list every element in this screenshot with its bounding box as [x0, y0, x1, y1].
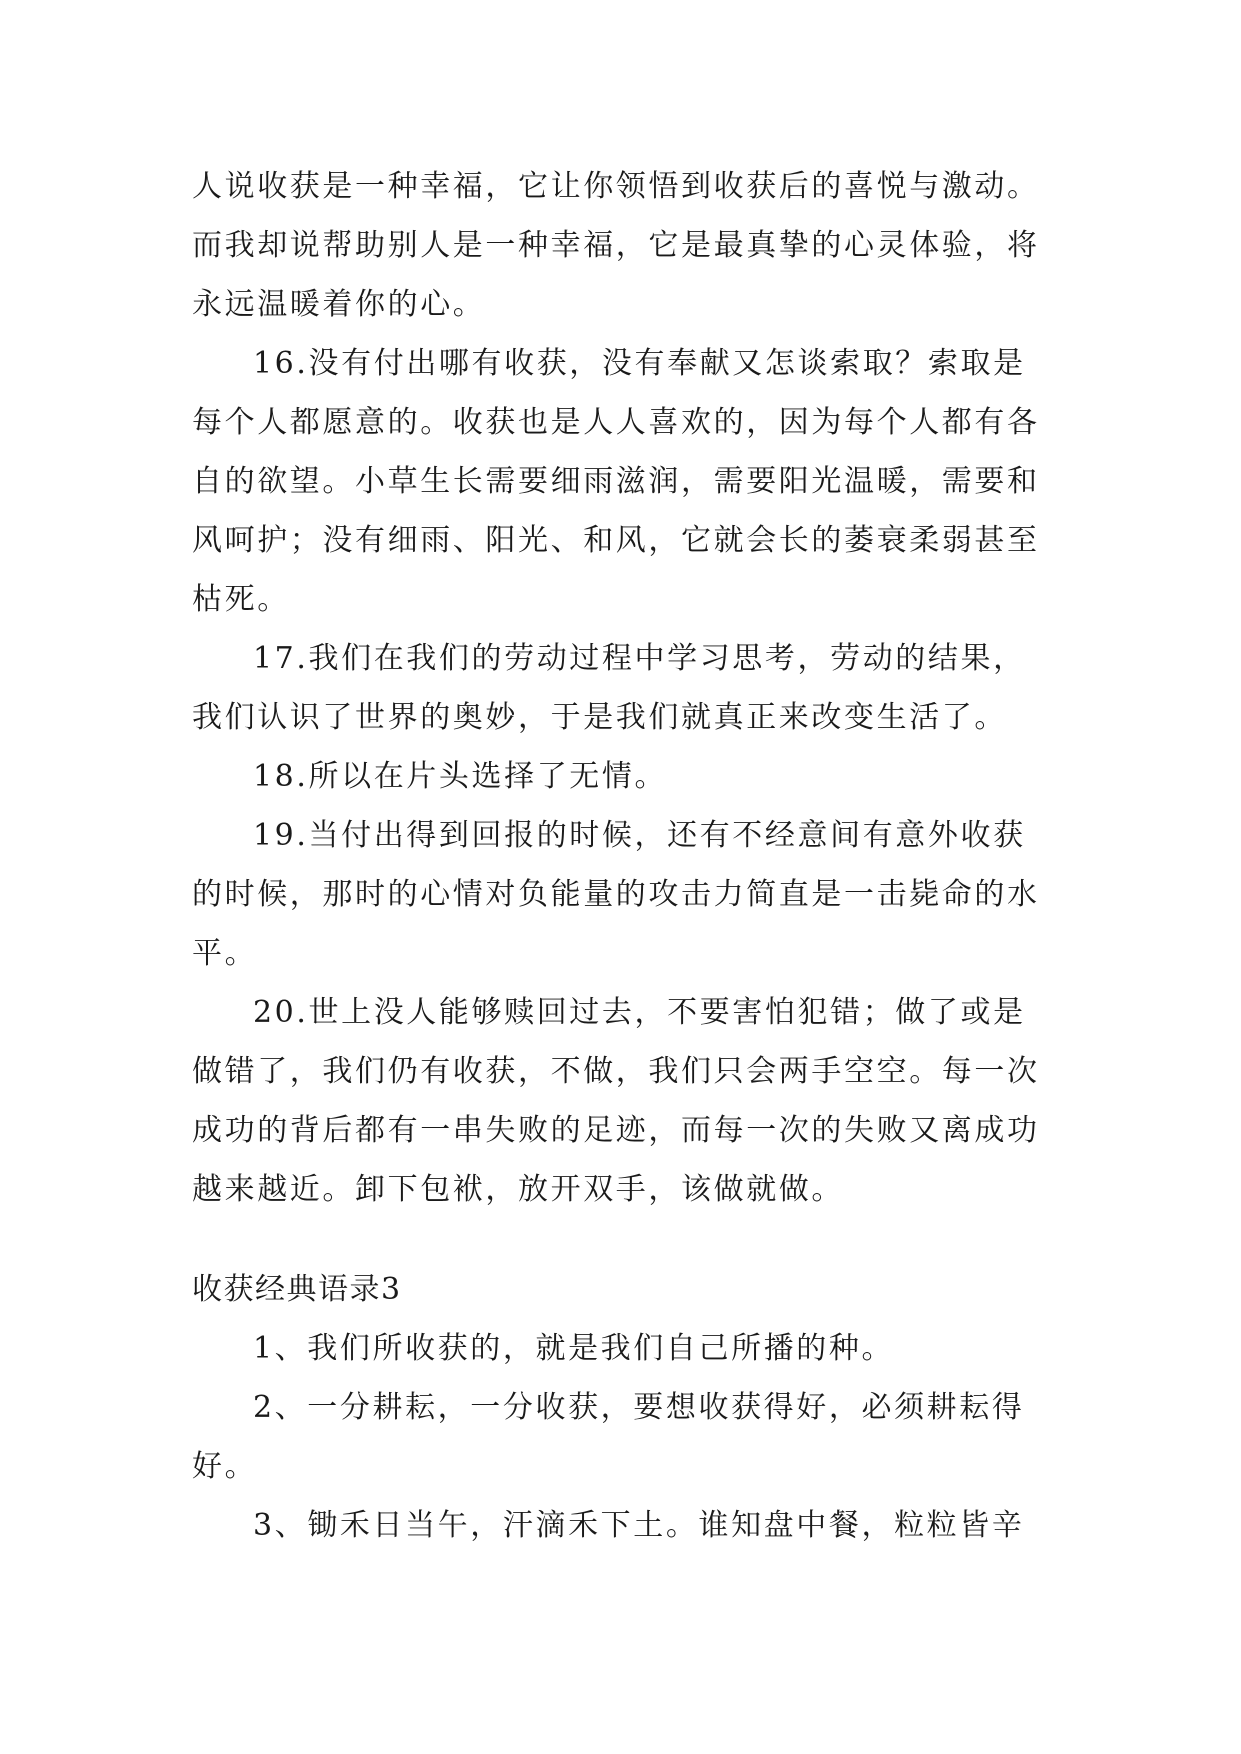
text-line: 我们认识了世界的奥妙，于是我们就真正来改变生活了。 — [192, 700, 1007, 735]
text-line: 永远温暖着你的心。 — [192, 287, 486, 322]
text-line: 人说收获是一种幸福，它让你领悟到收获后的喜悦与激动。 — [192, 169, 1040, 204]
text-line: 而我却说帮助别人是一种幸福，它是最真挚的心灵体验，将 — [192, 228, 1040, 263]
item-20-first-line: 20.世上没人能够赎回过去，不要害怕犯错；做了或是 — [253, 995, 1026, 1030]
item-18-line: 18.所以在片头选择了无情。 — [253, 759, 668, 794]
text-line: 每个人都愿意的。收获也是人人喜欢的，因为每个人都有各 — [192, 405, 1040, 440]
item-1-line: 1、我们所收获的，就是我们自己所播的种。 — [253, 1331, 895, 1366]
item-2-first-line: 2、一分耕耘，一分收获，要想收获得好，必须耕耘得 — [253, 1390, 1025, 1425]
text-line: 风呵护；没有细雨、阳光、和风，它就会长的萎衰柔弱甚至 — [192, 523, 1040, 558]
item-16-first-line: 16.没有付出哪有收获，没有奉献又怎谈索取？索取是 — [253, 346, 1026, 381]
item-19-first-line: 19.当付出得到回报的时候，还有不经意间有意外收获 — [253, 818, 1026, 853]
text-line: 平。 — [192, 936, 258, 971]
text-line: 自的欲望。小草生长需要细雨滋润，需要阳光温暖，需要和 — [192, 464, 1040, 499]
item-17-first-line: 17.我们在我们的劳动过程中学习思考，劳动的结果， — [253, 641, 1026, 676]
item-3-first-line: 3、锄禾日当午，汗滴禾下土。谁知盘中餐，粒粒皆辛 — [253, 1508, 1025, 1543]
text-line: 枯死。 — [192, 582, 290, 617]
section-heading: 收获经典语录3 — [192, 1272, 402, 1307]
text-line: 成功的背后都有一串失败的足迹，而每一次的失败又离成功 — [192, 1113, 1040, 1148]
text-line: 好。 — [192, 1449, 258, 1484]
text-line: 的时候，那时的心情对负能量的攻击力简直是一击毙命的水 — [192, 877, 1040, 912]
text-line: 越来越近。卸下包袱，放开双手，该做就做。 — [192, 1172, 844, 1207]
text-line: 做错了，我们仍有收获，不做，我们只会两手空空。每一次 — [192, 1054, 1040, 1089]
